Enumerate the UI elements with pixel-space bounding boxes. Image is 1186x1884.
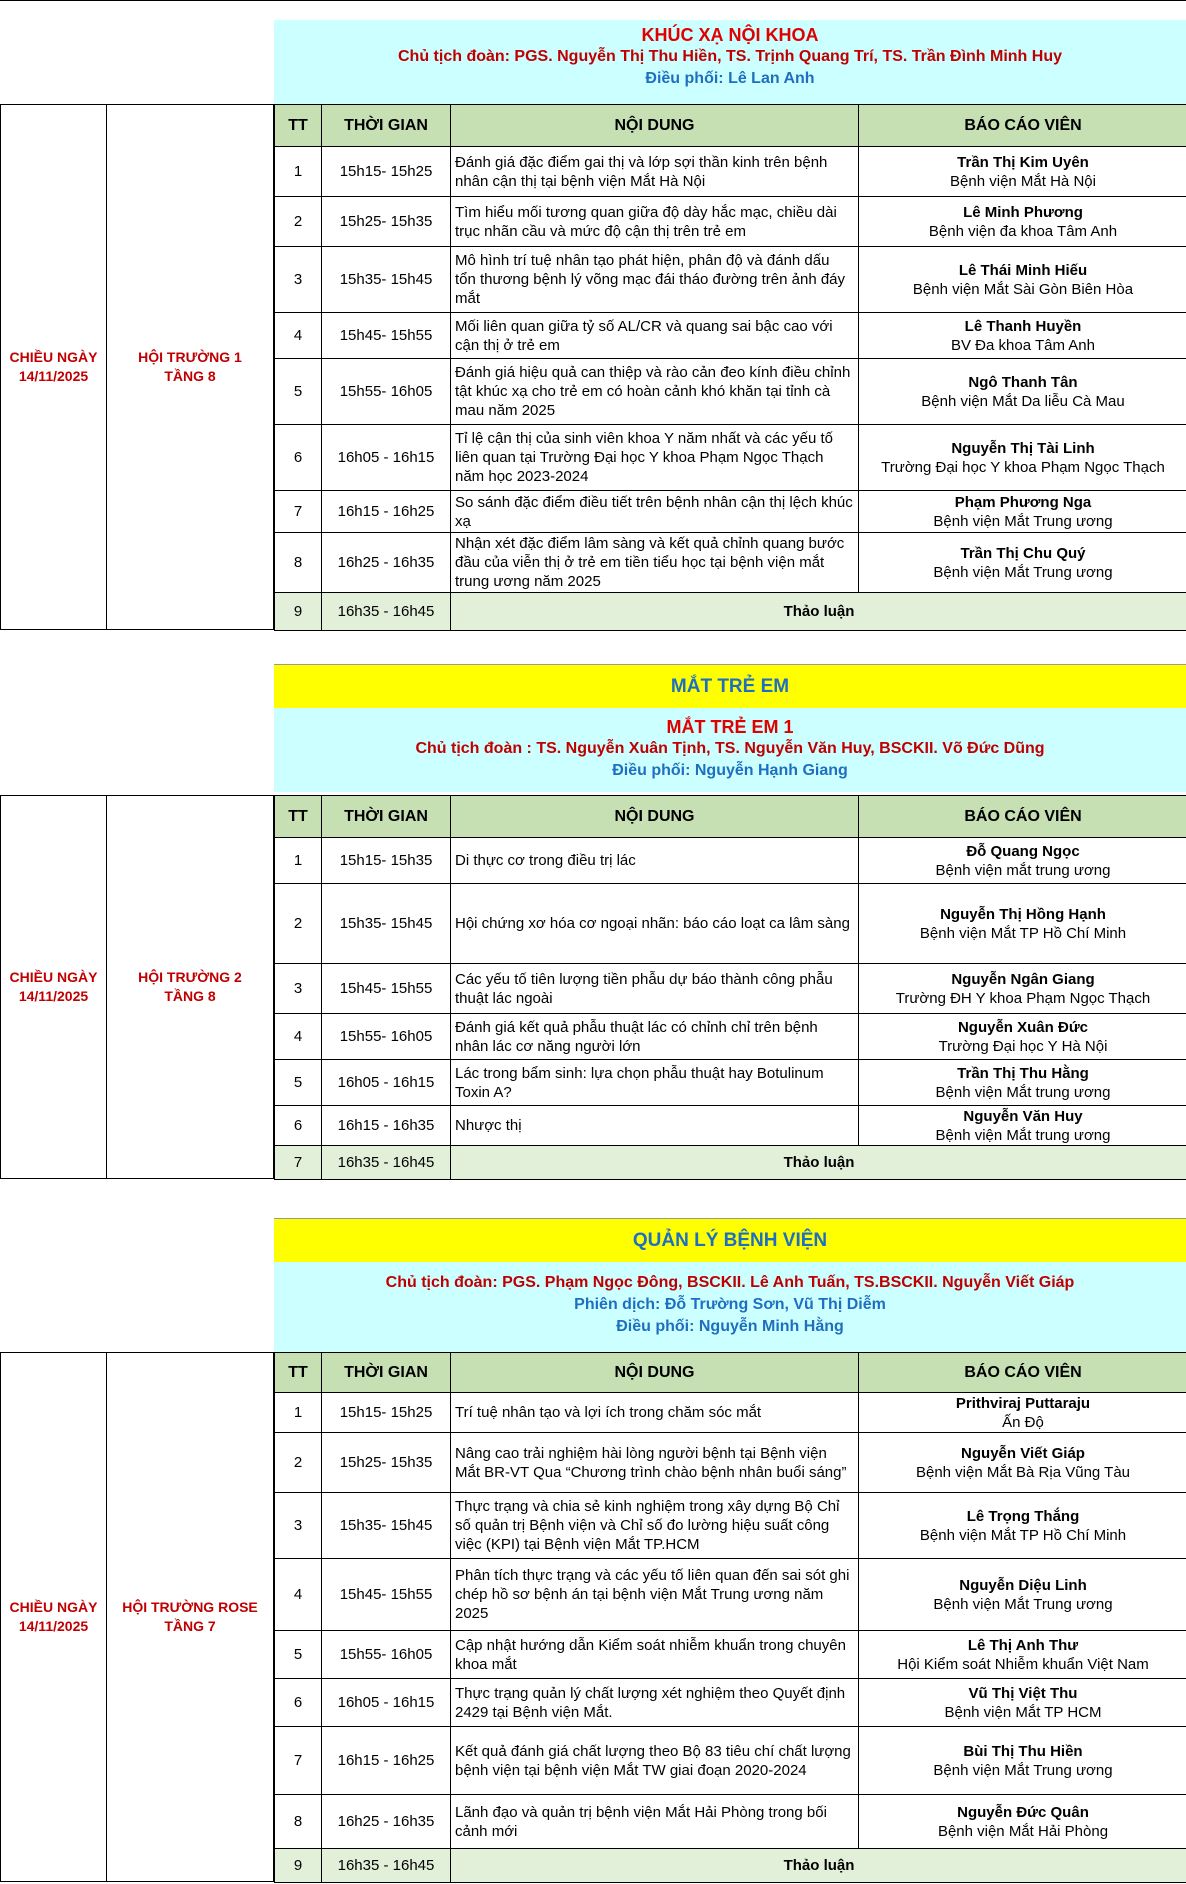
speaker-org: Bệnh viện Mắt TP Hồ Chí Minh (919, 924, 1127, 942)
row-time: 15h55- 16h05 (322, 359, 451, 425)
table-row (275, 491, 1186, 533)
table-row (275, 1060, 1186, 1106)
row-time: 15h35- 15h45 (322, 884, 451, 964)
group-title: QUẢN LÝ BỆNH VIỆN (632, 1230, 828, 1251)
row-tt: 2 (275, 884, 322, 964)
speaker-name: Lê Minh Phương (963, 203, 1083, 221)
row-content: So sánh đặc điểm điều tiết trên bệnh nhân cận thị lệch khúc xạ (451, 491, 859, 533)
row-content: Trí tuệ nhân tạo và lợi ích trong chăm sóc mắt (451, 1393, 859, 1433)
discussion-label: Thảo luận (451, 593, 1186, 631)
header-tt: TT (275, 1353, 322, 1393)
hall-line-1: HỘI TRƯỜNG ROSE (122, 1599, 258, 1615)
row-content: Các yếu tố tiên lượng tiền phẫu dự báo thành công phẫu thuật lác ngoài (451, 964, 859, 1014)
session-date-text: CHIỀU NGÀY 14/11/2025 (9, 349, 98, 384)
discussion-tt: 9 (275, 1849, 322, 1883)
speaker-name: Lê Thái Minh Hiếu (958, 261, 1088, 279)
row-content: Mô hình trí tuệ nhân tạo phát hiện, phân độ và đánh dấu tổn thương bệnh lý võng mạc đái tháo đường trên ảnh đáy mắt (451, 247, 859, 313)
row-speaker (859, 1631, 1186, 1679)
speaker-name: Lê Thị Anh Thư (967, 1636, 1079, 1654)
row-time: 15h45- 15h55 (322, 1559, 451, 1631)
session-hall (107, 795, 274, 1179)
speaker-org: Bệnh viện Mắt Trung ương (933, 1595, 1113, 1613)
speaker-name: Lê Trọng Thắng (966, 1507, 1080, 1525)
session-hall-text (138, 968, 242, 1006)
row-time: 15h15- 15h25 (322, 147, 451, 197)
speaker-name: Nguyễn Thị Hồng Hạnh (940, 905, 1106, 923)
row-content: Cập nhật hướng dẫn Kiểm soát nhiễm khuẩn trong chuyên khoa mắt (451, 1631, 859, 1679)
session-hall (107, 1352, 274, 1882)
row-speaker (859, 1393, 1186, 1433)
header-speaker: BÁO CÁO VIÊN (859, 796, 1186, 838)
session-date (0, 104, 107, 630)
speaker-org: Bệnh viện Mắt trung ương (935, 1126, 1111, 1144)
program-table (274, 1352, 1186, 1883)
row-content: Đánh giá hiệu quả can thiệp và rào cản đeo kính điều chỉnh tật khúc xạ cho trẻ em có hoàn cảnh khó khăn tại tỉnh cà mau năm 2025 (451, 359, 859, 425)
row-speaker (859, 491, 1186, 533)
row-speaker (859, 1060, 1186, 1106)
speaker-name: Nguyễn Thị Tài Linh (951, 439, 1095, 457)
row-tt: 5 (275, 1631, 322, 1679)
row-time: 15h45- 15h55 (322, 313, 451, 359)
row-time: 16h05 - 16h15 (322, 425, 451, 491)
speaker-name: Ngô Thanh Tân (968, 373, 1078, 391)
session-header (274, 20, 1186, 104)
table-row (275, 359, 1186, 425)
speaker-name: Nguyễn Ngân Giang (951, 970, 1095, 988)
header-tt: TT (275, 796, 322, 838)
row-tt: 2 (275, 197, 322, 247)
row-speaker (859, 359, 1186, 425)
hall-line-2: TẦNG 7 (164, 1618, 216, 1634)
row-speaker (859, 1559, 1186, 1631)
row-tt: 6 (275, 425, 322, 491)
program-table (274, 104, 1186, 631)
row-tt: 1 (275, 838, 322, 884)
row-tt: 6 (275, 1106, 322, 1146)
row-time: 16h15 - 16h35 (322, 1106, 451, 1146)
speaker-name: Bùi Thị Thu Hiền (963, 1742, 1083, 1760)
row-speaker (859, 1106, 1186, 1146)
speaker-name: Nguyễn Xuân Đức (957, 1018, 1089, 1036)
row-time: 16h05 - 16h15 (322, 1679, 451, 1727)
speaker-org: Bệnh viện Mắt Trung ương (933, 563, 1113, 581)
table-row (275, 1559, 1186, 1631)
row-tt: 5 (275, 359, 322, 425)
header-time: THỜI GIAN (322, 1353, 451, 1393)
session-block (0, 1352, 1186, 1882)
speaker-org: Bệnh viện đa khoa Tâm Anh (928, 222, 1118, 240)
row-speaker (859, 1014, 1186, 1060)
coordinator-line: Điều phối: Nguyễn Minh Hằng (616, 1318, 844, 1335)
row-tt: 3 (275, 1493, 322, 1559)
row-speaker (859, 147, 1186, 197)
row-speaker (859, 1727, 1186, 1795)
row-content: Kết quả đánh giá chất lượng theo Bộ 83 tiêu chí chất lượng bệnh viện tại bệnh viện Mắt TW giai đoạn 2020-2024 (451, 1727, 859, 1795)
session-header (274, 708, 1186, 792)
speaker-name: Đỗ Quang Ngọc (966, 842, 1080, 860)
table-row (275, 1014, 1186, 1060)
row-time: 15h25- 15h35 (322, 1433, 451, 1493)
speaker-org: Bệnh viện mắt trung ương (935, 861, 1111, 879)
row-content: Đánh giá kết quả phẫu thuật lác có chỉnh chỉ trên bệnh nhân lác cơ năng người lớn (451, 1014, 859, 1060)
row-speaker (859, 838, 1186, 884)
table-row (275, 533, 1186, 593)
row-time: 16h15 - 16h25 (322, 491, 451, 533)
table-row (275, 147, 1186, 197)
speaker-name: Trần Thị Chu Quý (960, 544, 1086, 562)
row-tt: 7 (275, 1727, 322, 1795)
table-row (275, 964, 1186, 1014)
speaker-org: Bệnh viện Mắt Hà Nội (950, 172, 1096, 190)
top-border (0, 0, 1186, 1)
session-hall-text (138, 348, 242, 386)
row-content: Nhược thị (451, 1106, 859, 1146)
discussion-label: Thảo luận (451, 1849, 1186, 1883)
session-date (0, 795, 107, 1179)
speaker-name: Nguyễn Văn Huy (963, 1107, 1083, 1125)
row-content: Phân tích thực trạng và các yếu tố liên quan đến sai sót ghi chép hồ sơ bệnh án tại bệnh viện Mắt Trung ương năm 2025 (451, 1559, 859, 1631)
speaker-org: Ấn Độ (1002, 1413, 1044, 1431)
table-row (275, 1679, 1186, 1727)
table-row (275, 1631, 1186, 1679)
header-tt: TT (275, 105, 322, 147)
session-title: KHÚC XẠ NỘI KHOA (641, 25, 819, 45)
row-tt: 1 (275, 1393, 322, 1433)
chair-line: Chủ tịch đoàn: PGS. Nguyễn Thị Thu Hiền, TS. Trịnh Quang Trí, TS. Trần Đình Minh Huy (398, 48, 1062, 65)
coordinator-line: Điều phối: Lê Lan Anh (645, 70, 815, 87)
row-tt: 8 (275, 1795, 322, 1849)
row-speaker (859, 1493, 1186, 1559)
discussion-time: 16h35 - 16h45 (322, 1849, 451, 1883)
row-tt: 8 (275, 533, 322, 593)
row-time: 16h25 - 16h35 (322, 533, 451, 593)
row-tt: 4 (275, 1014, 322, 1060)
hall-line-2: TẦNG 8 (164, 368, 216, 384)
table-row (275, 197, 1186, 247)
table-row (275, 247, 1186, 313)
speaker-org: Bệnh viện Mắt Trung ương (933, 1761, 1113, 1779)
speaker-name: Trần Thị Kim Uyên (957, 153, 1089, 171)
session-date-text: CHIỀU NGÀY 14/11/2025 (9, 969, 98, 1004)
row-tt: 3 (275, 964, 322, 1014)
discussion-time: 16h35 - 16h45 (322, 1146, 451, 1180)
table-row (275, 313, 1186, 359)
row-time: 15h25- 15h35 (322, 197, 451, 247)
group-banner (274, 1218, 1186, 1263)
chair-line: Chủ tịch đoàn: PGS. Phạm Ngọc Đông, BSCKII. Lê Anh Tuấn, TS.BSCKII. Nguyễn Viết Giáp (385, 1274, 1075, 1291)
row-tt: 1 (275, 147, 322, 197)
row-content: Thực trạng quản lý chất lượng xét nghiệm theo Quyết định 2429 tại Bệnh viện Mắt. (451, 1679, 859, 1727)
row-content: Nâng cao trải nghiệm hài lòng người bệnh tại Bệnh viện Mắt BR-VT Qua “Chương trình chào bệnh nhân buổi sáng” (451, 1433, 859, 1493)
session-date (0, 1352, 107, 1882)
row-tt: 3 (275, 247, 322, 313)
table-row (275, 1393, 1186, 1433)
speaker-org: Bệnh viện Mắt TP HCM (944, 1703, 1102, 1721)
session-block (0, 795, 1186, 1179)
hall-line-1: HỘI TRƯỜNG 1 (138, 349, 242, 365)
speaker-org: Bệnh viện Mắt TP Hồ Chí Minh (919, 1526, 1127, 1544)
speaker-name: Lê Thanh Huyền (964, 317, 1082, 335)
row-content: Tìm hiểu mối tương quan giữa độ dày hắc mạc, chiều dài trục nhãn cầu và mức độ cận thị trên trẻ em (451, 197, 859, 247)
row-time: 15h35- 15h45 (322, 247, 451, 313)
program-table (274, 795, 1186, 1180)
hall-line-2: TẦNG 8 (164, 988, 216, 1004)
speaker-org: Bệnh viện Mắt Bà Rịa Vũng Tàu (915, 1463, 1131, 1481)
row-speaker (859, 313, 1186, 359)
row-time: 15h15- 15h35 (322, 838, 451, 884)
row-content: Đánh giá đặc điểm gai thị và lớp sợi thần kinh trên bệnh nhân cận thị tại bệnh viện Mắt Hà Nội (451, 147, 859, 197)
row-content: Mối liên quan giữa tỷ số AL/CR và quang sai bậc cao với cận thị ở trẻ em (451, 313, 859, 359)
table-row (275, 1433, 1186, 1493)
speaker-org: Bệnh viện Mắt Trung ương (933, 512, 1113, 530)
header-content: NỘI DUNG (451, 1353, 859, 1393)
group-banner (274, 664, 1186, 709)
row-tt: 7 (275, 491, 322, 533)
table-header-row (275, 1353, 1186, 1393)
row-speaker (859, 964, 1186, 1014)
header-speaker: BÁO CÁO VIÊN (859, 105, 1186, 147)
row-time: 15h35- 15h45 (322, 1493, 451, 1559)
table-row (275, 1795, 1186, 1849)
speaker-name: Nguyễn Đức Quân (957, 1803, 1089, 1821)
row-tt: 4 (275, 1559, 322, 1631)
discussion-row (275, 1146, 1186, 1180)
row-time: 15h45- 15h55 (322, 964, 451, 1014)
row-speaker (859, 247, 1186, 313)
speaker-name: Prithviraj Puttaraju (955, 1394, 1091, 1412)
speaker-name: Vũ Thị Việt Thu (968, 1684, 1078, 1702)
row-speaker (859, 533, 1186, 593)
row-content: Lác trong bẩm sinh: lựa chọn phẫu thuật hay Botulinum Toxin A? (451, 1060, 859, 1106)
session-block (0, 104, 1186, 630)
speaker-org: BV Đa khoa Tâm Anh (951, 336, 1095, 354)
speaker-org: Trường Đại học Y Hà Nội (938, 1037, 1108, 1055)
discussion-row (275, 593, 1186, 631)
row-tt: 2 (275, 1433, 322, 1493)
table-row (275, 884, 1186, 964)
session-hall-text (122, 1598, 258, 1636)
session-title: MẮT TRẺ EM 1 (666, 717, 794, 737)
row-speaker (859, 884, 1186, 964)
row-content: Lãnh đạo và quản trị bệnh viện Mắt Hải Phòng trong bối cảnh mới (451, 1795, 859, 1849)
table-row (275, 1493, 1186, 1559)
discussion-tt: 9 (275, 593, 322, 631)
row-tt: 4 (275, 313, 322, 359)
row-content: Thực trạng và chia sẻ kinh nghiệm trong xây dựng Bộ Chỉ số quản trị Bệnh viện và Chỉ số đo lường hiệu suất công việc (KPI) tại Bệnh viện Mắt TP.HCM (451, 1493, 859, 1559)
speaker-org: Bệnh viện Mắt trung ương (935, 1083, 1111, 1101)
row-tt: 5 (275, 1060, 322, 1106)
table-header-row (275, 796, 1186, 838)
row-speaker (859, 425, 1186, 491)
row-time: 16h05 - 16h15 (322, 1060, 451, 1106)
table-header-row (275, 105, 1186, 147)
row-content: Hội chứng xơ hóa cơ ngoại nhãn: báo cáo loạt ca lâm sàng (451, 884, 859, 964)
row-speaker (859, 1795, 1186, 1849)
row-time: 16h15 - 16h25 (322, 1727, 451, 1795)
table-row (275, 1106, 1186, 1146)
speaker-name: Phạm Phương Nga (954, 493, 1092, 511)
session-header (274, 1262, 1186, 1352)
speaker-org: Bệnh viện Mắt Sài Gòn Biên Hòa (912, 280, 1134, 298)
discussion-time: 16h35 - 16h45 (322, 593, 451, 631)
session-date-text: CHIỀU NGÀY 14/11/2025 (9, 1599, 98, 1634)
speaker-name: Nguyễn Diệu Linh (959, 1576, 1087, 1594)
speaker-org: Trường ĐH Y khoa Phạm Ngọc Thạch (895, 989, 1151, 1007)
row-time: 15h55- 16h05 (322, 1014, 451, 1060)
table-row (275, 838, 1186, 884)
speaker-org: Hội Kiểm soát Nhiễm khuẩn Việt Nam (897, 1655, 1149, 1673)
row-speaker (859, 1679, 1186, 1727)
header-content: NỘI DUNG (451, 105, 859, 147)
header-time: THỜI GIAN (322, 796, 451, 838)
row-content: Di thực cơ trong điều trị lác (451, 838, 859, 884)
header-content: NỘI DUNG (451, 796, 859, 838)
row-speaker (859, 1433, 1186, 1493)
discussion-tt: 7 (275, 1146, 322, 1180)
speaker-org: Bệnh viện Mắt Hải Phòng (937, 1822, 1109, 1840)
coordinator-line: Điều phối: Nguyễn Hạnh Giang (612, 762, 848, 779)
interpreter-line: Phiên dịch: Đỗ Trường Sơn, Vũ Thị Diễm (574, 1296, 886, 1313)
row-speaker (859, 197, 1186, 247)
session-hall (107, 104, 274, 630)
speaker-org: Trường Đại học Y khoa Phạm Ngọc Thạch (881, 458, 1165, 476)
row-content: Tỉ lệ cận thị của sinh viên khoa Y năm nhất và các yếu tố liên quan tại Trường Đại học Y khoa Phạm Ngọc Thạch năm học 2023-2024 (451, 425, 859, 491)
hall-line-1: HỘI TRƯỜNG 2 (138, 969, 242, 985)
group-title: MẮT TRẺ EM (670, 676, 790, 697)
row-tt: 6 (275, 1679, 322, 1727)
header-speaker: BÁO CÁO VIÊN (859, 1353, 1186, 1393)
table-row (275, 1727, 1186, 1795)
speaker-org: Bệnh viện Mắt Da liễu Cà Mau (921, 392, 1125, 410)
speaker-name: Nguyễn Viết Giáp (961, 1444, 1085, 1462)
row-time: 15h15- 15h25 (322, 1393, 451, 1433)
row-time: 16h25 - 16h35 (322, 1795, 451, 1849)
header-time: THỜI GIAN (322, 105, 451, 147)
row-content: Nhận xét đặc điểm lâm sàng và kết quả chỉnh quang bước đầu của viễn thị ở trẻ em tiền tiểu học tại bệnh viện mắt trung ương năm 2025 (451, 533, 859, 593)
discussion-row (275, 1849, 1186, 1883)
speaker-name: Trần Thị Thu Hằng (957, 1064, 1089, 1082)
row-time: 15h55- 16h05 (322, 1631, 451, 1679)
chair-line: Chủ tịch đoàn : TS. Nguyễn Xuân Tịnh, TS. Nguyễn Văn Huy, BSCKII. Võ Đức Dũng (415, 740, 1045, 757)
table-row (275, 425, 1186, 491)
discussion-label: Thảo luận (451, 1146, 1186, 1180)
